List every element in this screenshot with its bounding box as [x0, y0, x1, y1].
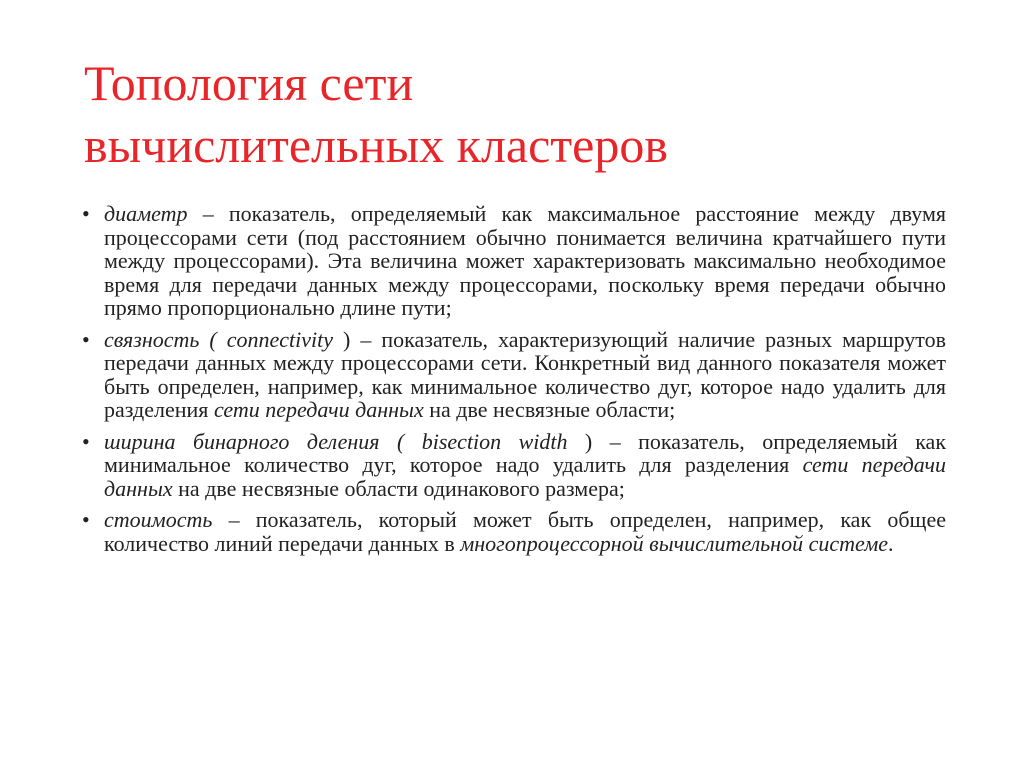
bullet-marker: •: [82, 201, 90, 226]
slide-title: [84, 52, 944, 176]
bullet-item-cost: [80, 508, 946, 555]
definition-text: на две несвязные области;: [423, 397, 676, 422]
term-connectivity-english: connectivity: [226, 326, 334, 352]
definition-text: .: [888, 530, 894, 556]
term-network: сети передачи данных: [213, 397, 424, 422]
slide-title-line-2: вычислительных кластеров: [84, 117, 668, 173]
definition-text: – показатель, определяемый как максимальное расстояние между двумя процессорами сети (под расстоянием обычно понимается величина кратчайшего пути между процессорами). Эта величина может характеризовать максимально необходимое время для передачи данных между процессорами, поскольку время передачи обычно прямо пропорционально длине пути;: [104, 201, 946, 320]
term-bisection-width-english: bisection width: [421, 428, 568, 454]
bullet-marker: •: [82, 326, 90, 352]
definition-text: – показатель, который может быть определен, например, как общее количество линий передачи данных в: [104, 507, 946, 556]
definition-text: ) – показатель, характеризующий наличие разных маршрутов передачи данных между процессорами сети. Конкретный вид данного показателя может быть определен, например, как минимальное количество дуг, которое надо удалить для разделения: [104, 326, 947, 422]
bullet-item-diameter: [80, 202, 946, 320]
term-cost: стоимость: [104, 507, 213, 532]
bullet-item-connectivity: [80, 328, 946, 422]
definition-text: ) – показатель, определяемый как минимальное количество дуг, которое надо удалить для разделения: [104, 428, 947, 477]
term-diameter: диаметр: [104, 201, 188, 226]
bullet-marker: •: [82, 428, 90, 454]
slide-title-line-1: Топология сети: [84, 55, 414, 111]
term-network: сети передачи данных: [104, 452, 946, 501]
bullet-item-bisection-width: [80, 430, 946, 501]
definition-text: (: [379, 428, 422, 454]
bullet-list: [80, 202, 946, 563]
definition-text: на две несвязные области одинакового размера;: [172, 475, 625, 501]
term-bisection-width: ширина бинарного деления: [104, 428, 380, 454]
bullet-marker: •: [82, 507, 90, 532]
term-connectivity: связность: [104, 326, 200, 352]
definition-text: (: [199, 326, 227, 352]
term-multiprocessor-system: многопроцессорной вычислительной системе: [460, 530, 889, 556]
